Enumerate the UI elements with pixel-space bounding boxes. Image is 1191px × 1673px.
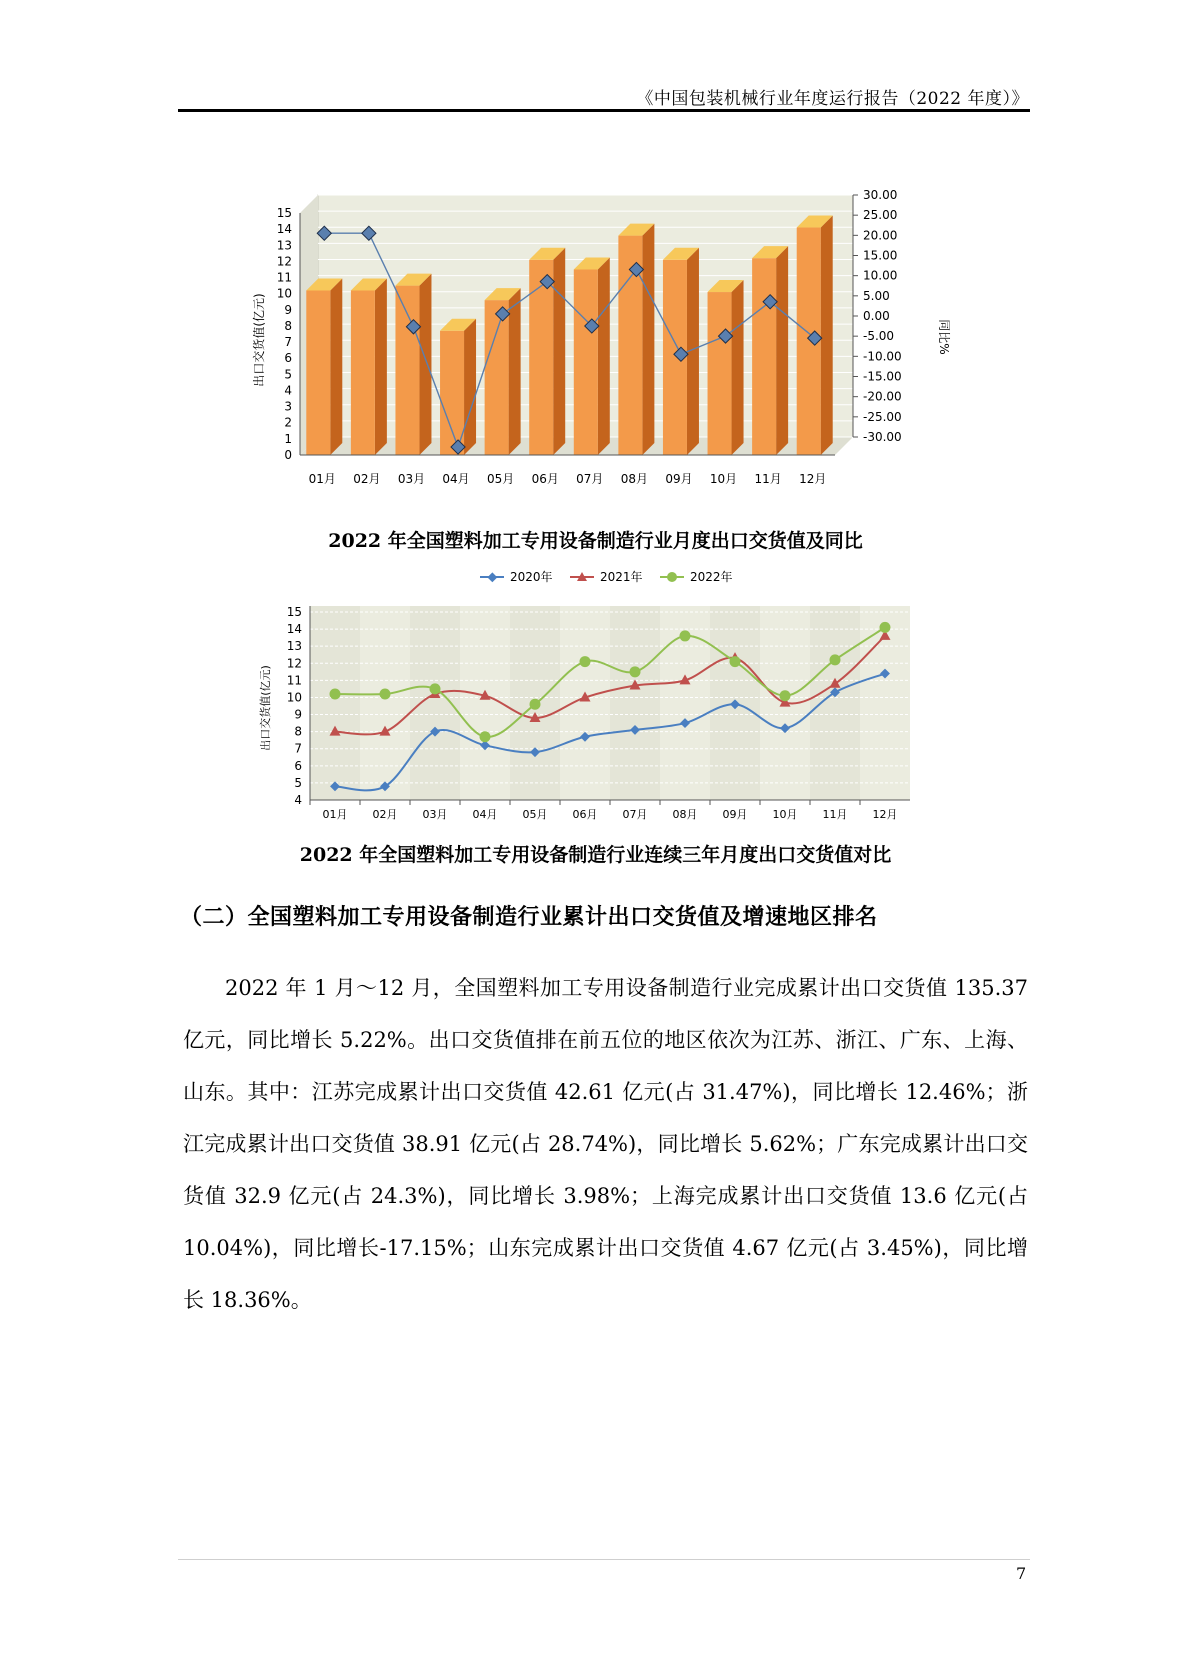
chart1-bar xyxy=(395,286,419,455)
chart1-bar-side xyxy=(598,257,610,455)
chart2-ytick: 5 xyxy=(294,775,302,790)
chart2-xtick: 06月 xyxy=(572,808,598,821)
chart1-ytick: 9 xyxy=(284,302,292,317)
chart2-point-2022 xyxy=(480,731,491,742)
chart2-band xyxy=(810,606,860,800)
chart1-ylabel: 出口交货值(亿元) xyxy=(252,293,266,387)
chart2-ylabel: 出口交货值(亿元) xyxy=(259,665,272,751)
chart1-bar xyxy=(306,290,330,455)
chart1-ytick: 7 xyxy=(284,335,292,350)
body-paragraph: 2022 年 1 月～12 月，全国塑料加工专用设备制造行业完成累计出口交货值 135.37 亿元，同比增长 5.22%。出口交货值排在前五位的地区依次为江苏、浙江、广东、上海、山东。其中：江苏完成累计出口交货值 42.61 亿元(占 31.47%)，同比增长 12.46%；浙江完成累计出口交货值 38.91 亿元(占 28.74%)，同比增长 5.62%；广东完成累计出口交货值 32.9 亿元(占 24.3%)，同比增长 3.98%；上海完成累计出口交货值 13.6 亿元(占 10.04%)，同比增长-17.15%；山东完成累计出口交货值 4.67 亿元(占 3.45%)，同比增长 18.36%。 xyxy=(183,976,1028,1312)
chart2-legend-label: 2020年 xyxy=(510,570,553,584)
chart2-ytick: 8 xyxy=(294,724,302,739)
chart2-xtick: 11月 xyxy=(822,808,848,821)
chart1-ytick: 0 xyxy=(284,448,292,462)
chart2-legend-marker xyxy=(667,572,677,582)
chart2-xtick: 09月 xyxy=(722,808,748,821)
chart1-bar-side xyxy=(464,319,476,455)
chart1-y2tick: 15.00 xyxy=(863,248,898,263)
chart2-ytick: 6 xyxy=(294,758,302,773)
chart2-band xyxy=(410,606,460,800)
chart1-ytick: 11 xyxy=(276,270,292,285)
footer-rule xyxy=(178,1559,1030,1560)
chart2-point-2022 xyxy=(430,683,441,694)
chart1-y2tick: 30.00 xyxy=(863,188,898,202)
chart1-ytick: 14 xyxy=(276,222,292,237)
chart1-y2tick: 20.00 xyxy=(863,228,898,243)
chart2-point-2022 xyxy=(680,630,691,641)
chart1-bar xyxy=(574,269,598,455)
chart2-ytick: 7 xyxy=(294,741,302,756)
chart1-caption: 2022 年全国塑料加工专用设备制造行业月度出口交货值及同比 xyxy=(328,530,863,552)
chart2-ytick: 9 xyxy=(294,707,302,722)
chart2-xtick: 12月 xyxy=(872,808,898,821)
chart1-bar-side xyxy=(330,278,342,455)
chart1-xtick: 11月 xyxy=(754,472,782,486)
chart1-ytick: 4 xyxy=(284,383,292,398)
chart2-point-2022 xyxy=(830,654,841,665)
chart1-ytick: 12 xyxy=(276,254,292,269)
three-year-comparison-line-chart xyxy=(0,560,1191,830)
chart1-ytick: 6 xyxy=(284,351,292,366)
chart1-ytick: 1 xyxy=(284,431,292,446)
chart1-y2label: 同比% xyxy=(937,319,951,355)
chart2-ytick: 12 xyxy=(286,656,302,671)
chart2-xtick: 01月 xyxy=(322,808,348,821)
chart1-bar xyxy=(752,258,776,455)
chart1-bar-side xyxy=(553,248,565,455)
chart1-xtick: 10月 xyxy=(709,472,738,486)
monthly-export-bar-chart xyxy=(0,185,1191,510)
chart2-point-2022 xyxy=(730,656,741,667)
section-heading: （二）全国塑料加工专用设备制造行业累计出口交货值及增速地区排名 xyxy=(180,904,878,930)
chart1-y2tick: -5.00 xyxy=(863,329,895,344)
chart2-band xyxy=(610,606,660,800)
chart1-bar-side xyxy=(732,280,744,455)
chart2-point-2022 xyxy=(780,690,791,701)
chart1-ytick: 13 xyxy=(276,238,292,253)
chart1-bar xyxy=(440,331,464,455)
chart2-ytick: 10 xyxy=(286,690,302,705)
chart1-xtick: 09月 xyxy=(665,472,693,486)
chart2-ytick: 11 xyxy=(286,673,302,688)
chart1-y2tick: -30.00 xyxy=(863,430,902,444)
chart2-ytick: 14 xyxy=(286,622,302,637)
chart1-ytick: 3 xyxy=(284,399,292,414)
chart1-bar-side xyxy=(375,278,387,455)
chart1-y2tick: 25.00 xyxy=(863,208,898,223)
chart2-ytick: 15 xyxy=(286,605,302,619)
chart1-bar xyxy=(529,260,553,455)
chart1-y2tick: -15.00 xyxy=(863,369,902,384)
chart2-legend-label: 2022年 xyxy=(690,570,733,584)
chart1-ytick: 15 xyxy=(276,206,292,220)
chart1-y2tick: -20.00 xyxy=(863,389,902,404)
page-number: 7 xyxy=(1016,1564,1027,1583)
chart1-y2tick: 0.00 xyxy=(863,309,890,323)
chart1-bar-side xyxy=(776,246,788,455)
chart2-point-2022 xyxy=(580,656,591,667)
chart2-ytick: 4 xyxy=(294,793,302,807)
chart2-point-2022 xyxy=(330,689,341,700)
chart1-bar xyxy=(485,300,509,455)
chart1-bar-side xyxy=(642,224,654,455)
chart2-xtick: 10月 xyxy=(772,808,798,821)
chart1-xtick: 08月 xyxy=(620,472,649,486)
chart1-y2tick: 5.00 xyxy=(863,288,890,303)
chart2-xtick: 07月 xyxy=(622,808,648,821)
running-header: 《中国包装机械行业年度运行报告（2022 年度）》 xyxy=(636,89,1029,109)
chart1-xtick: 07月 xyxy=(576,472,604,486)
chart1-ytick: 5 xyxy=(284,367,292,382)
chart1-ytick: 2 xyxy=(284,415,292,430)
chart2-xtick: 08月 xyxy=(672,808,698,821)
chart1-bar xyxy=(351,290,375,455)
chart1-bar xyxy=(708,292,732,455)
chart1-bar-side xyxy=(509,288,521,455)
chart1-xtick: 03月 xyxy=(397,472,426,486)
chart1-y2tick: 10.00 xyxy=(863,268,898,283)
chart1-xtick: 12月 xyxy=(799,472,827,486)
chart1-xtick: 04月 xyxy=(442,472,470,486)
chart1-y2tick: -25.00 xyxy=(863,409,902,424)
chart2-caption: 2022 年全国塑料加工专用设备制造行业连续三年月度出口交货值对比 xyxy=(299,844,892,866)
chart1-xtick: 05月 xyxy=(486,472,515,486)
chart2-point-2022 xyxy=(630,666,641,677)
chart2-ytick: 13 xyxy=(286,639,302,654)
header-rule xyxy=(178,109,1030,112)
chart2-point-2022 xyxy=(380,689,391,700)
chart1-bar-side xyxy=(821,216,833,455)
chart1-bar-side xyxy=(419,274,431,455)
chart2-point-2022 xyxy=(530,699,541,710)
chart1-ytick: 8 xyxy=(284,318,292,333)
chart2-xtick: 05月 xyxy=(522,808,548,821)
chart1-ytick: 10 xyxy=(276,286,292,301)
chart1-y2tick: -10.00 xyxy=(863,349,902,364)
chart2-xtick: 04月 xyxy=(472,808,498,821)
chart2-legend-marker xyxy=(487,572,497,582)
chart1-xtick: 02月 xyxy=(353,472,381,486)
chart2-xtick: 03月 xyxy=(422,808,448,821)
chart2-xtick: 02月 xyxy=(372,808,398,821)
chart1-xtick: 06月 xyxy=(531,472,559,486)
chart1-xtick: 01月 xyxy=(308,472,336,486)
chart2-point-2022 xyxy=(880,622,891,633)
chart2-band xyxy=(310,606,360,800)
chart2-legend-label: 2021年 xyxy=(600,570,643,584)
